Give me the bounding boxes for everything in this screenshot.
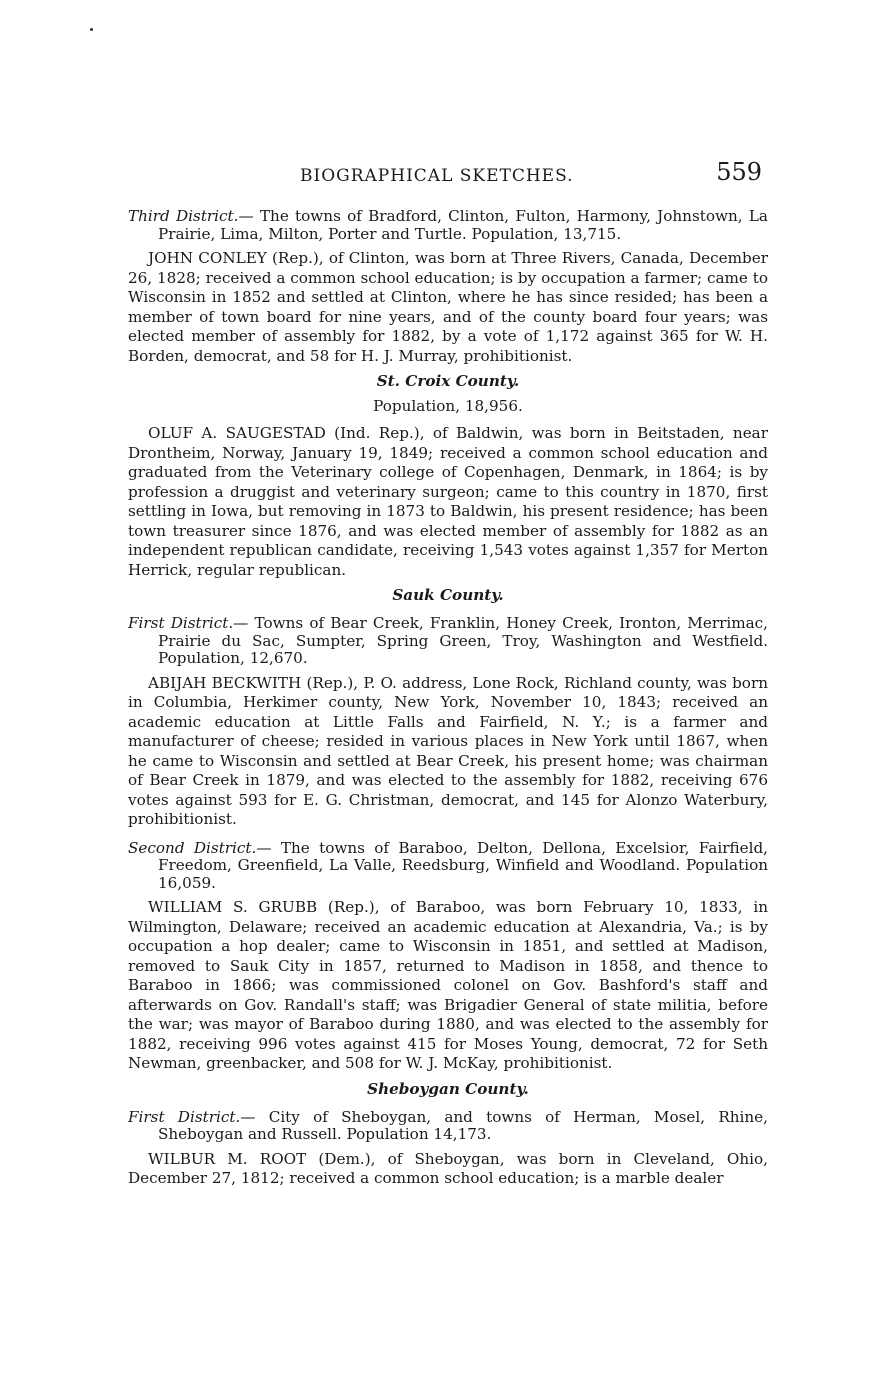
biography-saugestad: OLUF A. SAUGESTAD (Ind. Rep.), of Baldwin, was born in Beitstaden, near Drontheim, Norway, January 19, 1849; received a common school education and graduated from the Veterinary college of Copenhagen, Denmark, in 1864; is by profession a druggist and veterinary surgeon; came to this country in 1870, first settling in Iowa, but removing in 1873 to Baldwin, his present residence; has been town treasurer since 1876, and was elected member of assembly for 1882 as an independent republican candidate, receiving 1,543 votes against 1,357 for Merton Herrick, regular republican. — [128, 424, 768, 579]
district-label: First District.— — [128, 614, 249, 632]
district-description: Towns of Bear Creek, Franklin, Honey Creek, Ironton, Merrimac, Prairie du Sac, Sumpter, Spring Green, Troy, Washington and Westfield. Population, 12,670. — [158, 614, 768, 667]
district-label: Third District.— — [128, 207, 254, 225]
district-description: The towns of Bradford, Clinton, Fulton, Harmony, Johnstown, La Prairie, Lima, Milton, Porter and Turtle. Population, 13,715. — [158, 207, 768, 243]
district-entry-sauk-first — [128, 615, 768, 668]
district-entry-sheboygan-first — [128, 1109, 768, 1144]
county-heading-sauk: Sauk County. — [392, 586, 504, 604]
district-description: City of Sheboygan, and towns of Herman, Mosel, Rhine, Sheboygan and Russell. Population 14,173. — [158, 1107, 768, 1143]
county-population-st-croix: Population, 18,956. — [373, 397, 523, 415]
county-heading-st-croix: St. Croix County. — [376, 372, 520, 390]
biography-grubb: WILLIAM S. GRUBB (Rep.), of Baraboo, was born February 10, 1833, in Wilmington, Delaware; received an academic education at Alexandria, Va.; is by occupation a hop dealer; came to Wisconsin in 1851, and settled at Madison, removed to Sauk City in 1857, returned to Madison in 1858, and thence to Baraboo in 1866; was commissioned colonel on Gov. Bashford's staff and afterwards on Gov. Randall's staff; was Brigadier General of state militia, before the war; was mayor of Baraboo during 1880, and was elected to the assembly for 1882, receiving 996 votes against 415 for Moses Young, democrat, 72 for Seth Newman, greenbacker, and 508 for W. J. McKay, prohibitionist. — [128, 898, 768, 1072]
county-heading-sheboygan: Sheboygan County. — [367, 1079, 529, 1098]
book-page — [128, 158, 768, 1195]
page-number: 559 — [716, 158, 762, 186]
page-header — [128, 158, 768, 194]
biography-beckwith: ABIJAH BECKWITH (Rep.), P. O. address, Lone Rock, Richland county, was born in Columbia, Herkimer county, New York, November 10, 1843; received an academic education at Little Falls and Fairfield, N. Y.; is a farmer and manufacturer of cheese; resided in various places in New York until 1867, when he came to Wisconsin and settled at Bear Creek, his present home; was chairman of Bear Creek in 1879, and was elected to the assembly for 1882, receiving 676 votes against 593 for E. G. Christman, democrat, and 145 for Alonzo Waterbury, prohibitionist. — [128, 673, 768, 828]
district-label: First District.— — [128, 1107, 256, 1126]
biography-conley: JOHN CONLEY (Rep.), of Clinton, was born at Three Rivers, Canada, December 26, 1828; received a common school education; is by occupation a farmer; came to Wisconsin in 1852 and settled at Clinton, where he has since resided; has been a member of town board for nine years, and of the county board four years; was elected member of assembly for 1882, by a vote of 1,172 against 365 for W. H. Borden, democrat, and 58 for H. J. Murray, prohibitionist. — [128, 249, 768, 365]
ink-speck — [90, 28, 93, 31]
district-entry-sauk-second — [128, 840, 768, 893]
district-description: The towns of Baraboo, Delton, Dellona, Excelsior, Fairfield, Freedom, Greenfield, La Valle, Reedsburg, Winfield and Woodland. Population 16,059. — [158, 838, 768, 892]
biography-root: WILBUR M. ROOT (Dem.), of Sheboygan, was born in Cleveland, Ohio, December 27, 1812; received a common school education; is a marble dealer — [128, 1149, 768, 1187]
district-entry-third — [128, 208, 768, 243]
running-head: BIOGRAPHICAL SKETCHES. — [300, 166, 574, 186]
district-label: Second District.— — [128, 838, 272, 857]
